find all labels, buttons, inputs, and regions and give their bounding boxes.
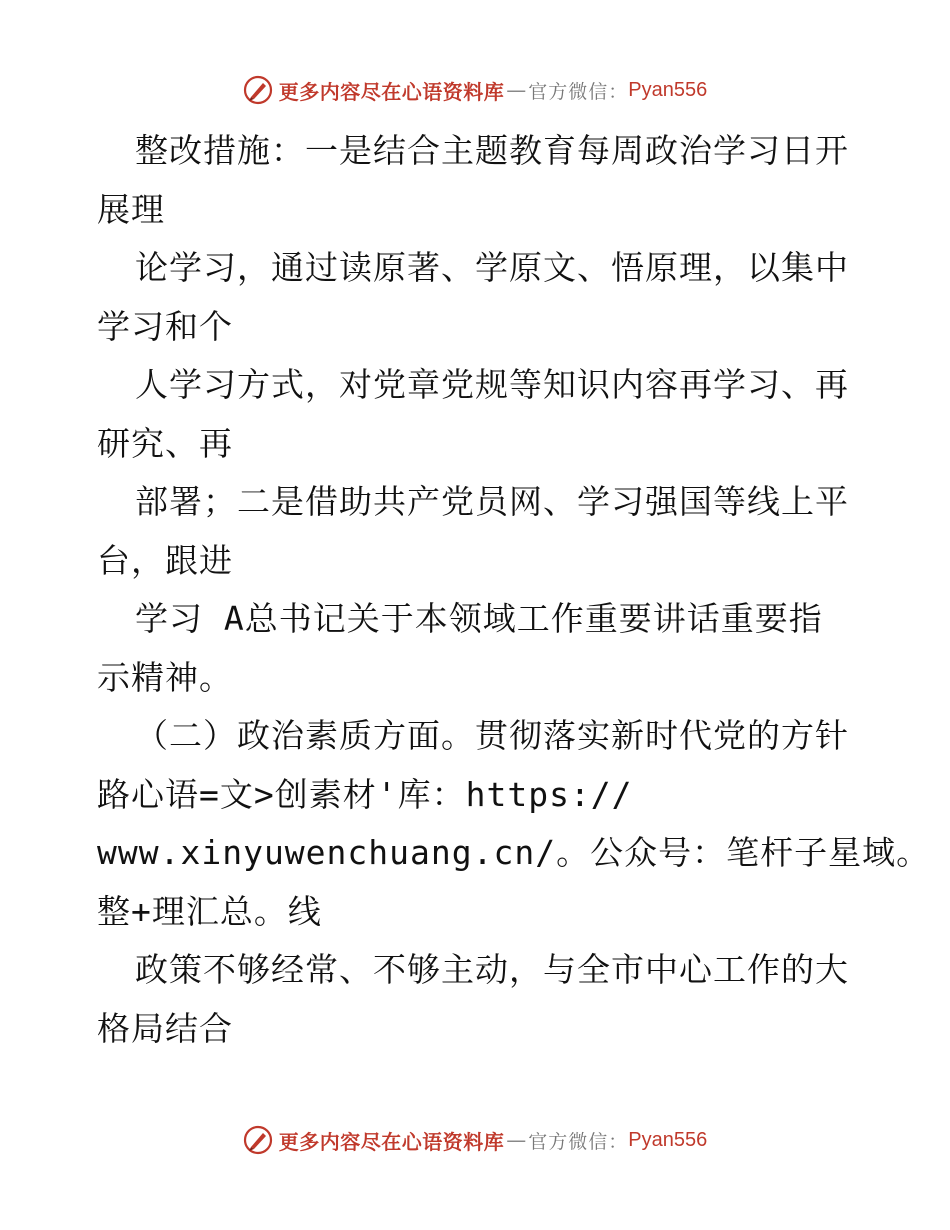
document-line: 路心语=文>创素材'库：https:// <box>97 774 633 814</box>
document-line: www.xinyuwenchuang.cn/。公众号：笔杆子星域。 <box>97 833 931 872</box>
banner-wechat-id: Pyan556 <box>628 78 708 101</box>
banner-wechat-label: 官方微信： <box>528 80 629 103</box>
document-line: 部署；二是借助共产党员网、学习强国等线上平 <box>135 482 849 521</box>
quill-pen-logo-icon <box>243 75 273 105</box>
document-line: 整+理汇总。线 <box>97 891 322 931</box>
banner-dash: — <box>506 78 527 102</box>
document-line: 论学习，通过读原著、学原文、悟原理，以集中 <box>135 248 849 287</box>
document-line: 展理 <box>97 189 165 229</box>
banner-wechat-label: 官方微信： <box>528 1130 629 1153</box>
document-line: 政策不够经常、不够主动，与全市中心工作的大 <box>135 950 849 989</box>
document-line: 格局结合 <box>97 1008 233 1048</box>
banner-brand-text: 更多内容尽在心语资料库 <box>278 1129 505 1154</box>
document-body <box>97 122 931 1058</box>
banner-brand-text: 更多内容尽在心语资料库 <box>278 79 505 104</box>
document-line: 学习和个 <box>97 306 233 346</box>
document-line: 示精神。 <box>97 657 233 697</box>
banner-wechat-id: Pyan556 <box>628 1128 708 1151</box>
document-line: 学习 A总书记关于本领域工作重要讲话重要指 <box>135 599 823 638</box>
footer-banner <box>0 1120 950 1160</box>
document-line: （二）政治素质方面。贯彻落实新时代党的方针 <box>135 716 849 755</box>
document-line: 研究、再 <box>97 423 233 463</box>
document-line: 整改措施：一是结合主题教育每周政治学习日开 <box>135 131 849 170</box>
document-line: 人学习方式，对党章党规等知识内容再学习、再 <box>135 365 849 404</box>
header-banner <box>0 70 950 110</box>
banner-dash: — <box>506 1128 527 1152</box>
document-line: 台，跟进 <box>97 540 233 580</box>
quill-pen-logo-icon <box>243 1125 273 1155</box>
